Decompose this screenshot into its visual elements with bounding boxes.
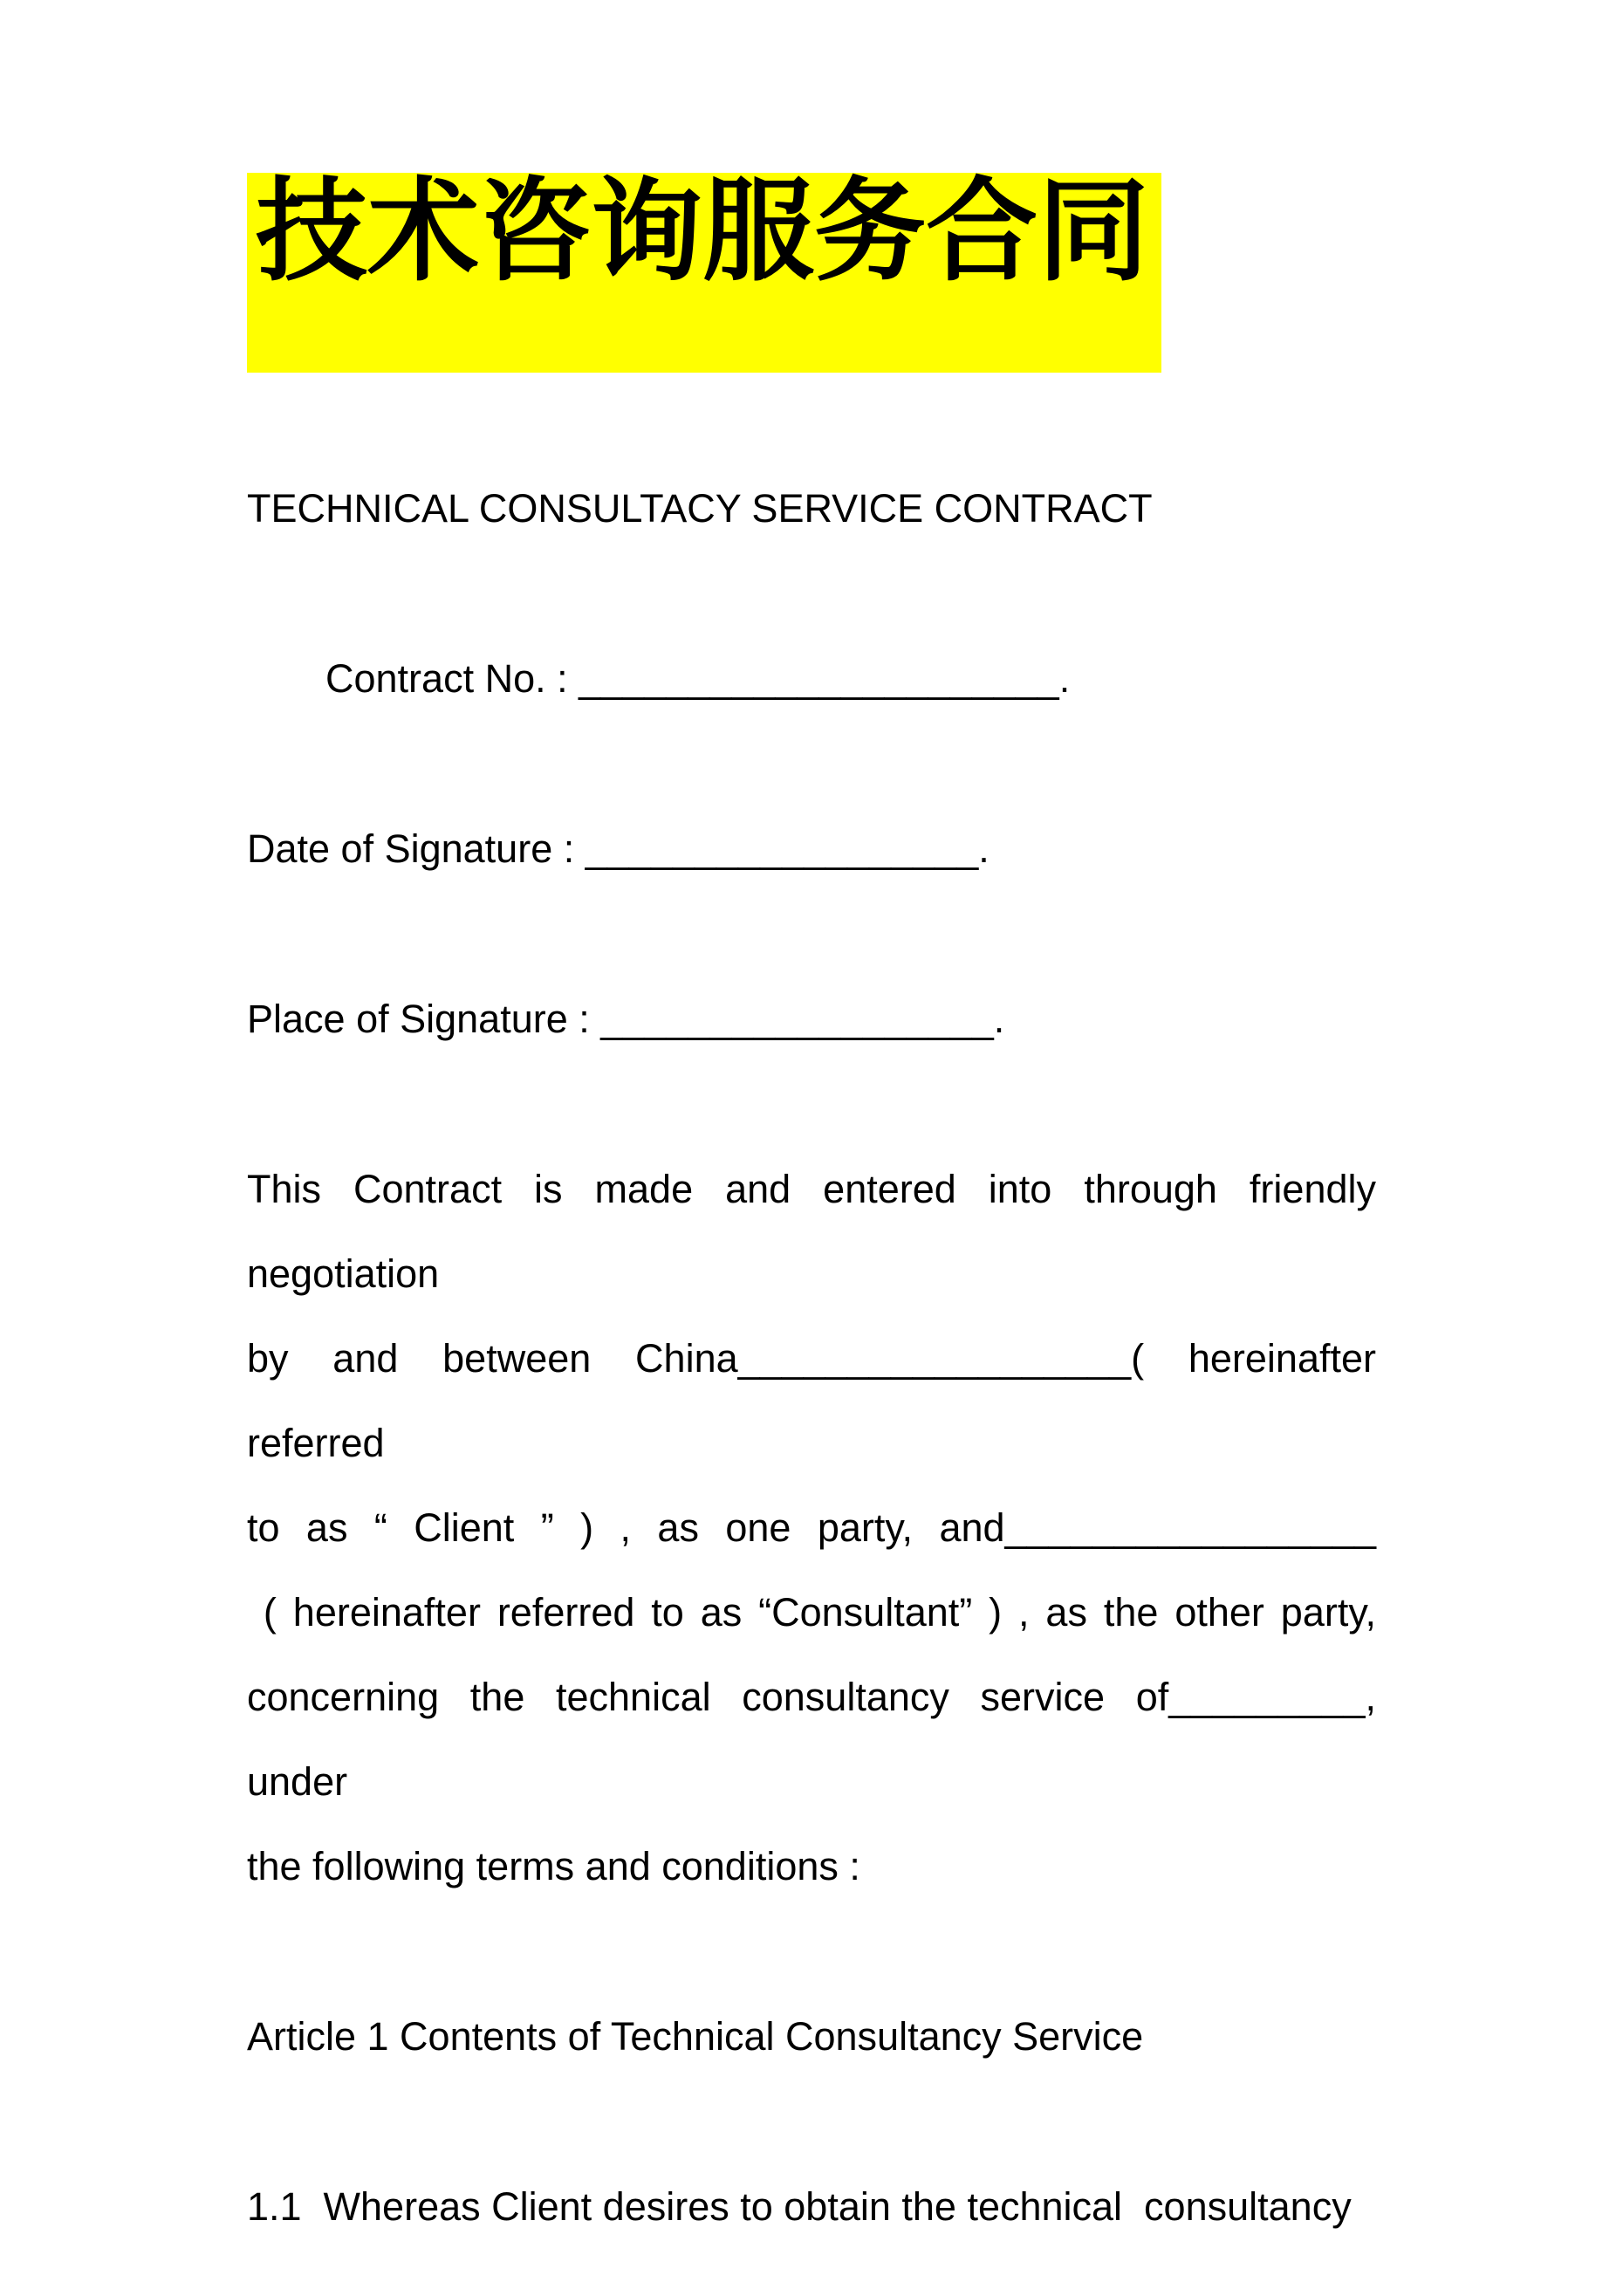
intro-line-3-text: to as “ Client ” ) , as one party, and <box>247 1505 1005 1550</box>
intro-line-2-text: by and between China <box>247 1336 738 1381</box>
client-name-blank: __________________ <box>737 1336 1132 1381</box>
intro-line-1: This Contract is made and entered into through friendly negotiation <box>247 1167 1387 1296</box>
intro-line-5-text: concerning the technical consultancy service of <box>247 1675 1169 1719</box>
place-of-signature-blank: __________________ <box>600 997 994 1041</box>
contract-no-period: . <box>1058 656 1071 701</box>
contract-no-line <box>247 636 1376 721</box>
consultant-name-blank: _________________ <box>1004 1505 1376 1550</box>
chinese-title: 技术咨询服务合同 <box>247 173 1161 373</box>
place-of-signature-period: . <box>993 997 1005 1041</box>
title-highlight-block <box>247 169 1376 373</box>
intro-line-6: the following terms and conditions : <box>247 1844 860 1888</box>
service-name-blank: _________ <box>1168 1675 1366 1719</box>
article-1-heading: Article 1 Contents of Technical Consultancy Service <box>247 2014 1144 2059</box>
place-of-signature-label: Place of Signature : <box>247 997 601 1041</box>
intro-line-4: ( hereinafter referred to as “Consultant” ) , as the other party, <box>247 1590 1376 1635</box>
date-of-signature-period: . <box>978 826 990 871</box>
contract-no-blank: ______________________ <box>579 656 1059 701</box>
intro-line-2-text-after: ( hereinafter referred <box>247 1336 1387 1465</box>
intro-line-5 <box>247 1655 1387 1824</box>
place-of-signature-line <box>247 977 1376 1061</box>
clause-1-1: 1.1 Whereas Client desires to obtain the technical consultancy <box>247 2184 1352 2229</box>
intro-paragraph <box>247 1147 1387 1909</box>
date-of-signature-blank: __________________ <box>585 826 979 871</box>
english-title: TECHNICAL CONSULTACY SERVICE CONTRACT <box>247 486 1153 531</box>
contract-no-label: Contract No. : <box>325 656 579 701</box>
intro-line-3 <box>247 1485 1376 1570</box>
date-of-signature-line <box>247 806 1376 891</box>
intro-line-2 <box>247 1316 1387 1485</box>
date-of-signature-label: Date of Signature : <box>247 826 586 871</box>
intro-line-5-text-after: , under <box>247 1675 1387 1804</box>
